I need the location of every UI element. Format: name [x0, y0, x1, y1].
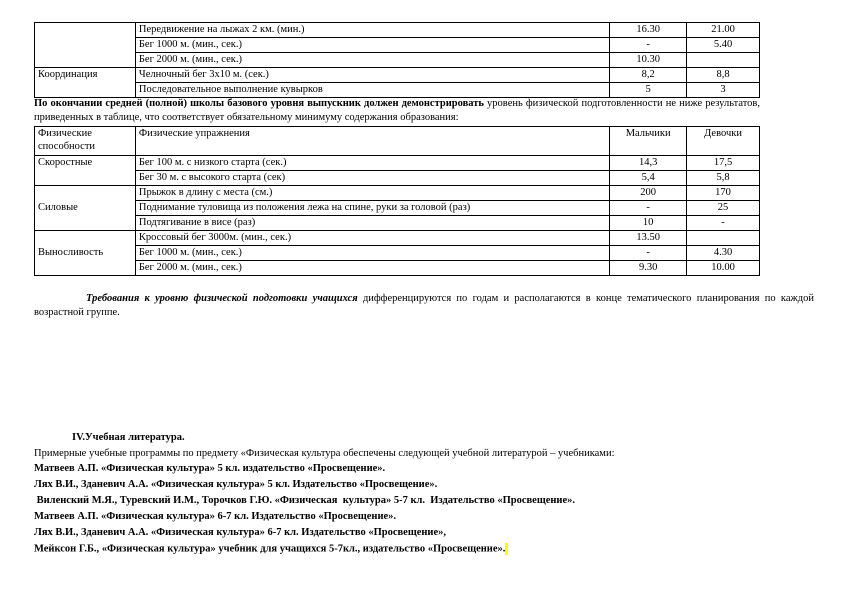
table-row [35, 68, 760, 83]
table-row [35, 53, 760, 68]
table-cell-girls [687, 53, 760, 68]
literature-item: Матвеев А.П. «Физическая культура» 6-7 кл. Издательство «Просвещение». [34, 511, 397, 522]
table-cell-girls: 8,8 [687, 68, 760, 83]
table-row [35, 38, 760, 53]
literature-heading: IV.Учебная литература. [72, 432, 185, 443]
requirements-rest: дифференцируются по годам и располагаются в конце тематического планирования по каждой возрастной группе. [34, 293, 815, 318]
table-row [35, 186, 760, 201]
table-cell-exercise: Подтягивание в висе (раз) [135, 216, 609, 231]
table-cell-exercise: Бег 2000 м. (мин., сек.) [135, 53, 609, 68]
literature-item: Лях В.И., Зданевич А.А. «Физическая культура» 5 кл. Издательство «Просвещение». [34, 479, 438, 490]
table-cell-boys: 5,4 [610, 171, 687, 186]
table-cell-girls: 10.00 [687, 261, 760, 276]
table-cell-category: Выносливость [35, 231, 136, 276]
table-row [35, 261, 760, 276]
graduate-standards-table [34, 126, 760, 276]
table-row [35, 171, 760, 186]
text-cursor-highlight [505, 543, 508, 555]
table-cell-girls: 5.40 [687, 38, 760, 53]
table-cell-exercise: Бег 100 м. с низкого старта (сек.) [135, 156, 609, 171]
table-cell-girls: 3 [687, 83, 760, 98]
table-row [35, 201, 760, 216]
table-cell-boys: - [610, 201, 687, 216]
table-cell-exercise: Бег 2000 м. (мин., сек.) [135, 261, 609, 276]
header-girls: Девочки [687, 127, 760, 156]
table-cell-category: Координация [35, 68, 136, 98]
table-cell-boys: 5 [610, 83, 687, 98]
table-cell-girls: 4.30 [687, 246, 760, 261]
table-row [35, 216, 760, 231]
table-cell-girls [687, 231, 760, 246]
literature-item: Мейксон Г.Б., «Физическая культура» учебник для учащихся 5-7кл., издательство «Просвещение». [34, 543, 506, 555]
table-row [35, 83, 760, 98]
table-cell-boys: 14,3 [610, 156, 687, 171]
table-cell-exercise: Челночный бег 3х10 м. (сек.) [135, 68, 609, 83]
table-cell-exercise: Поднимание туловища из положения лежа на спине, руки за головой (раз) [135, 201, 609, 216]
table-row [35, 156, 760, 171]
table-cell-exercise: Прыжок в длину с места (см.) [135, 186, 609, 201]
table-cell-girls: 21.00 [687, 23, 760, 38]
table-cell-girls: 5,8 [687, 171, 760, 186]
table-row [35, 23, 760, 38]
table-cell-exercise: Бег 1000 м. (мин., сек.) [135, 38, 609, 53]
literature-item: Матвеев А.П. «Физическая культура» 5 кл. издательство «Просвещение». [34, 463, 386, 474]
table-row [35, 231, 760, 246]
table-cell-boys: 8,2 [610, 68, 687, 83]
table-cell-category: Силовые [35, 186, 136, 231]
table-cell-exercise: Кроссовый бег 3000м. (мин., сек.) [135, 231, 609, 246]
literature-item: Лях В.И., Зданевич А.А. «Физическая культура» 6-7 кл. Издательство «Просвещение», [34, 527, 446, 538]
table-cell-exercise: Передвижение на лыжах 2 км. (мин.) [135, 23, 609, 38]
requirements-paragraph [34, 292, 814, 320]
table-header-row [35, 127, 760, 156]
table-cell-girls: - [687, 216, 760, 231]
table-cell-exercise: Бег 1000 м. (мин., сек.) [135, 246, 609, 261]
table-cell-boys: 200 [610, 186, 687, 201]
table-cell-girls: 17,5 [687, 156, 760, 171]
table-cell-exercise: Последовательное выполнение кувырков [135, 83, 609, 98]
requirements-emphasis: Требования к уровню физической подготовки учащихся [86, 293, 358, 304]
header-exercise: Физические упражнения [135, 127, 609, 156]
literature-item: Виленский М.Я., Туревский И.М., Торочков Г.Ю. «Физическая культура» 5-7 кл. Издательство «Просвещение». [34, 495, 575, 506]
intro-rest-text: уровень физической подготовленности не ниже результатов, приведенных в таблице, что соответствует обязательному минимуму содержания образования: [34, 98, 760, 123]
table-cell-category: Скоростные [35, 156, 136, 186]
intro-bold-text: По окончании средней (полной) школы базового уровня выпускник должен демонстрировать [34, 98, 484, 109]
table-cell-girls: 170 [687, 186, 760, 201]
table-cell-boys: - [610, 246, 687, 261]
table-cell-boys: 9.30 [610, 261, 687, 276]
table-cell-boys: 10 [610, 216, 687, 231]
table-cell-girls: 25 [687, 201, 760, 216]
table-cell-category [35, 23, 136, 68]
table-cell-boys: 16.30 [610, 23, 687, 38]
header-boys: Мальчики [610, 127, 687, 156]
table-cell-boys: 10.30 [610, 53, 687, 68]
table-cell-boys: 13.50 [610, 231, 687, 246]
table-cell-boys: - [610, 38, 687, 53]
header-ability: Физические способности [35, 127, 136, 156]
table-cell-exercise: Бег 30 м. с высокого старта (сек) [135, 171, 609, 186]
standards-table-continued [34, 22, 760, 98]
table-row [35, 246, 760, 261]
literature-intro: Примерные учебные программы по предмету «Физическая культура обеспечены следующей учебной литературой – учебниками: [34, 448, 615, 459]
literature-item-last [34, 543, 508, 555]
intro-paragraph [34, 97, 760, 125]
